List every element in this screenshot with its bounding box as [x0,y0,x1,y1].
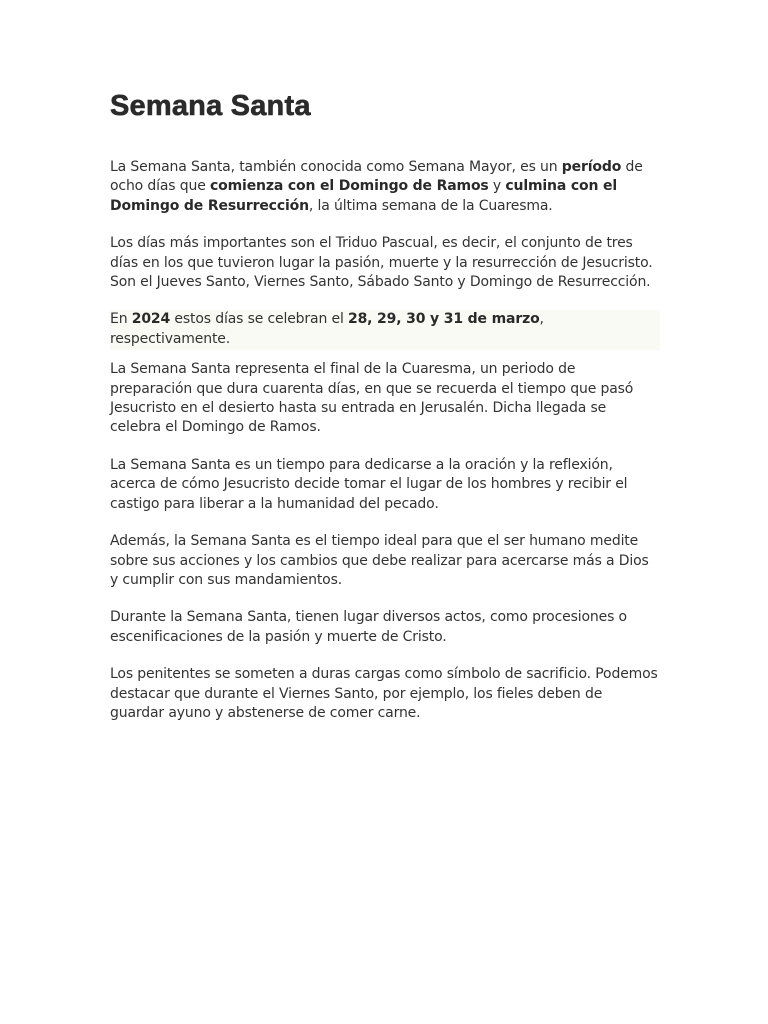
intro-bold-culmina: culmina con el Domingo de Resurrección [110,178,618,214]
dates-text-2: estos días se celebran el [170,311,348,328]
intro-text-2: de ocho días que [110,159,643,195]
paragraph-triduo: Los días más importantes son el Triduo Pascual, es decir, el conjunto de tres días en los que tuvieron lugar la pasión, muerte y la resurrección de Jesucristo. Son el Jueves Santo, Viernes Santo, Sábado Santo y Domingo de Resurrección. [110,235,653,291]
dates-bold-days: 28, 29, 30 y 31 de marzo [347,311,540,328]
intro-bold-periodo: período [561,159,622,175]
paragraph-actos: Durante la Semana Santa, tienen lugar diversos actos, como procesiones o escenificaciones de la pasión y muerte de Cristo. [110,609,627,645]
dates-text-3: , respectivamente. [110,311,544,347]
dates-text-1: En [110,311,132,328]
paragraph-dates [110,310,660,350]
paragraph-oracion: La Semana Santa es un tiempo para dedicarse a la oración y la reflexión, acerca de cómo Jesucristo decide tomar el lugar de los hombres y recibir el castigo para liberar a la humanidad del pecado. [110,456,628,512]
page-title: Semana Santa [110,90,311,122]
paragraph-cuaresma: La Semana Santa representa el final de la Cuaresma, un periodo de preparación que dura cuarenta días, en que se recuerda el tiempo que pasó Jesucristo en el desierto hasta su entrada en Jerusalén. Dicha llegada se celebra el Domingo de Ramos. [110,361,634,436]
dates-bold-year: 2024 [131,311,171,328]
paragraph-acciones: Además, la Semana Santa es el tiempo ideal para que el ser humano medite sobre sus acciones y los cambios que debe realizar para acercarse más a Dios y cumplir con sus mandamientos. [110,533,649,588]
paragraph-intro [110,158,660,216]
intro-text-3: y [488,178,506,195]
document-page [110,88,660,741]
paragraph-penitentes: Los penitentes se someten a duras cargas como símbolo de sacrificio. Podemos destacar que durante el Viernes Santo, por ejemplo, los fieles deben de guardar ayuno y abstenerse de comer carne. [110,666,658,721]
intro-text-4: , la última semana de la Cuaresma. [308,197,553,214]
intro-bold-comienza: comienza con el Domingo de Ramos [209,178,489,195]
intro-text-1: La Semana Santa, también conocida como Semana Mayor, es un [110,159,562,175]
